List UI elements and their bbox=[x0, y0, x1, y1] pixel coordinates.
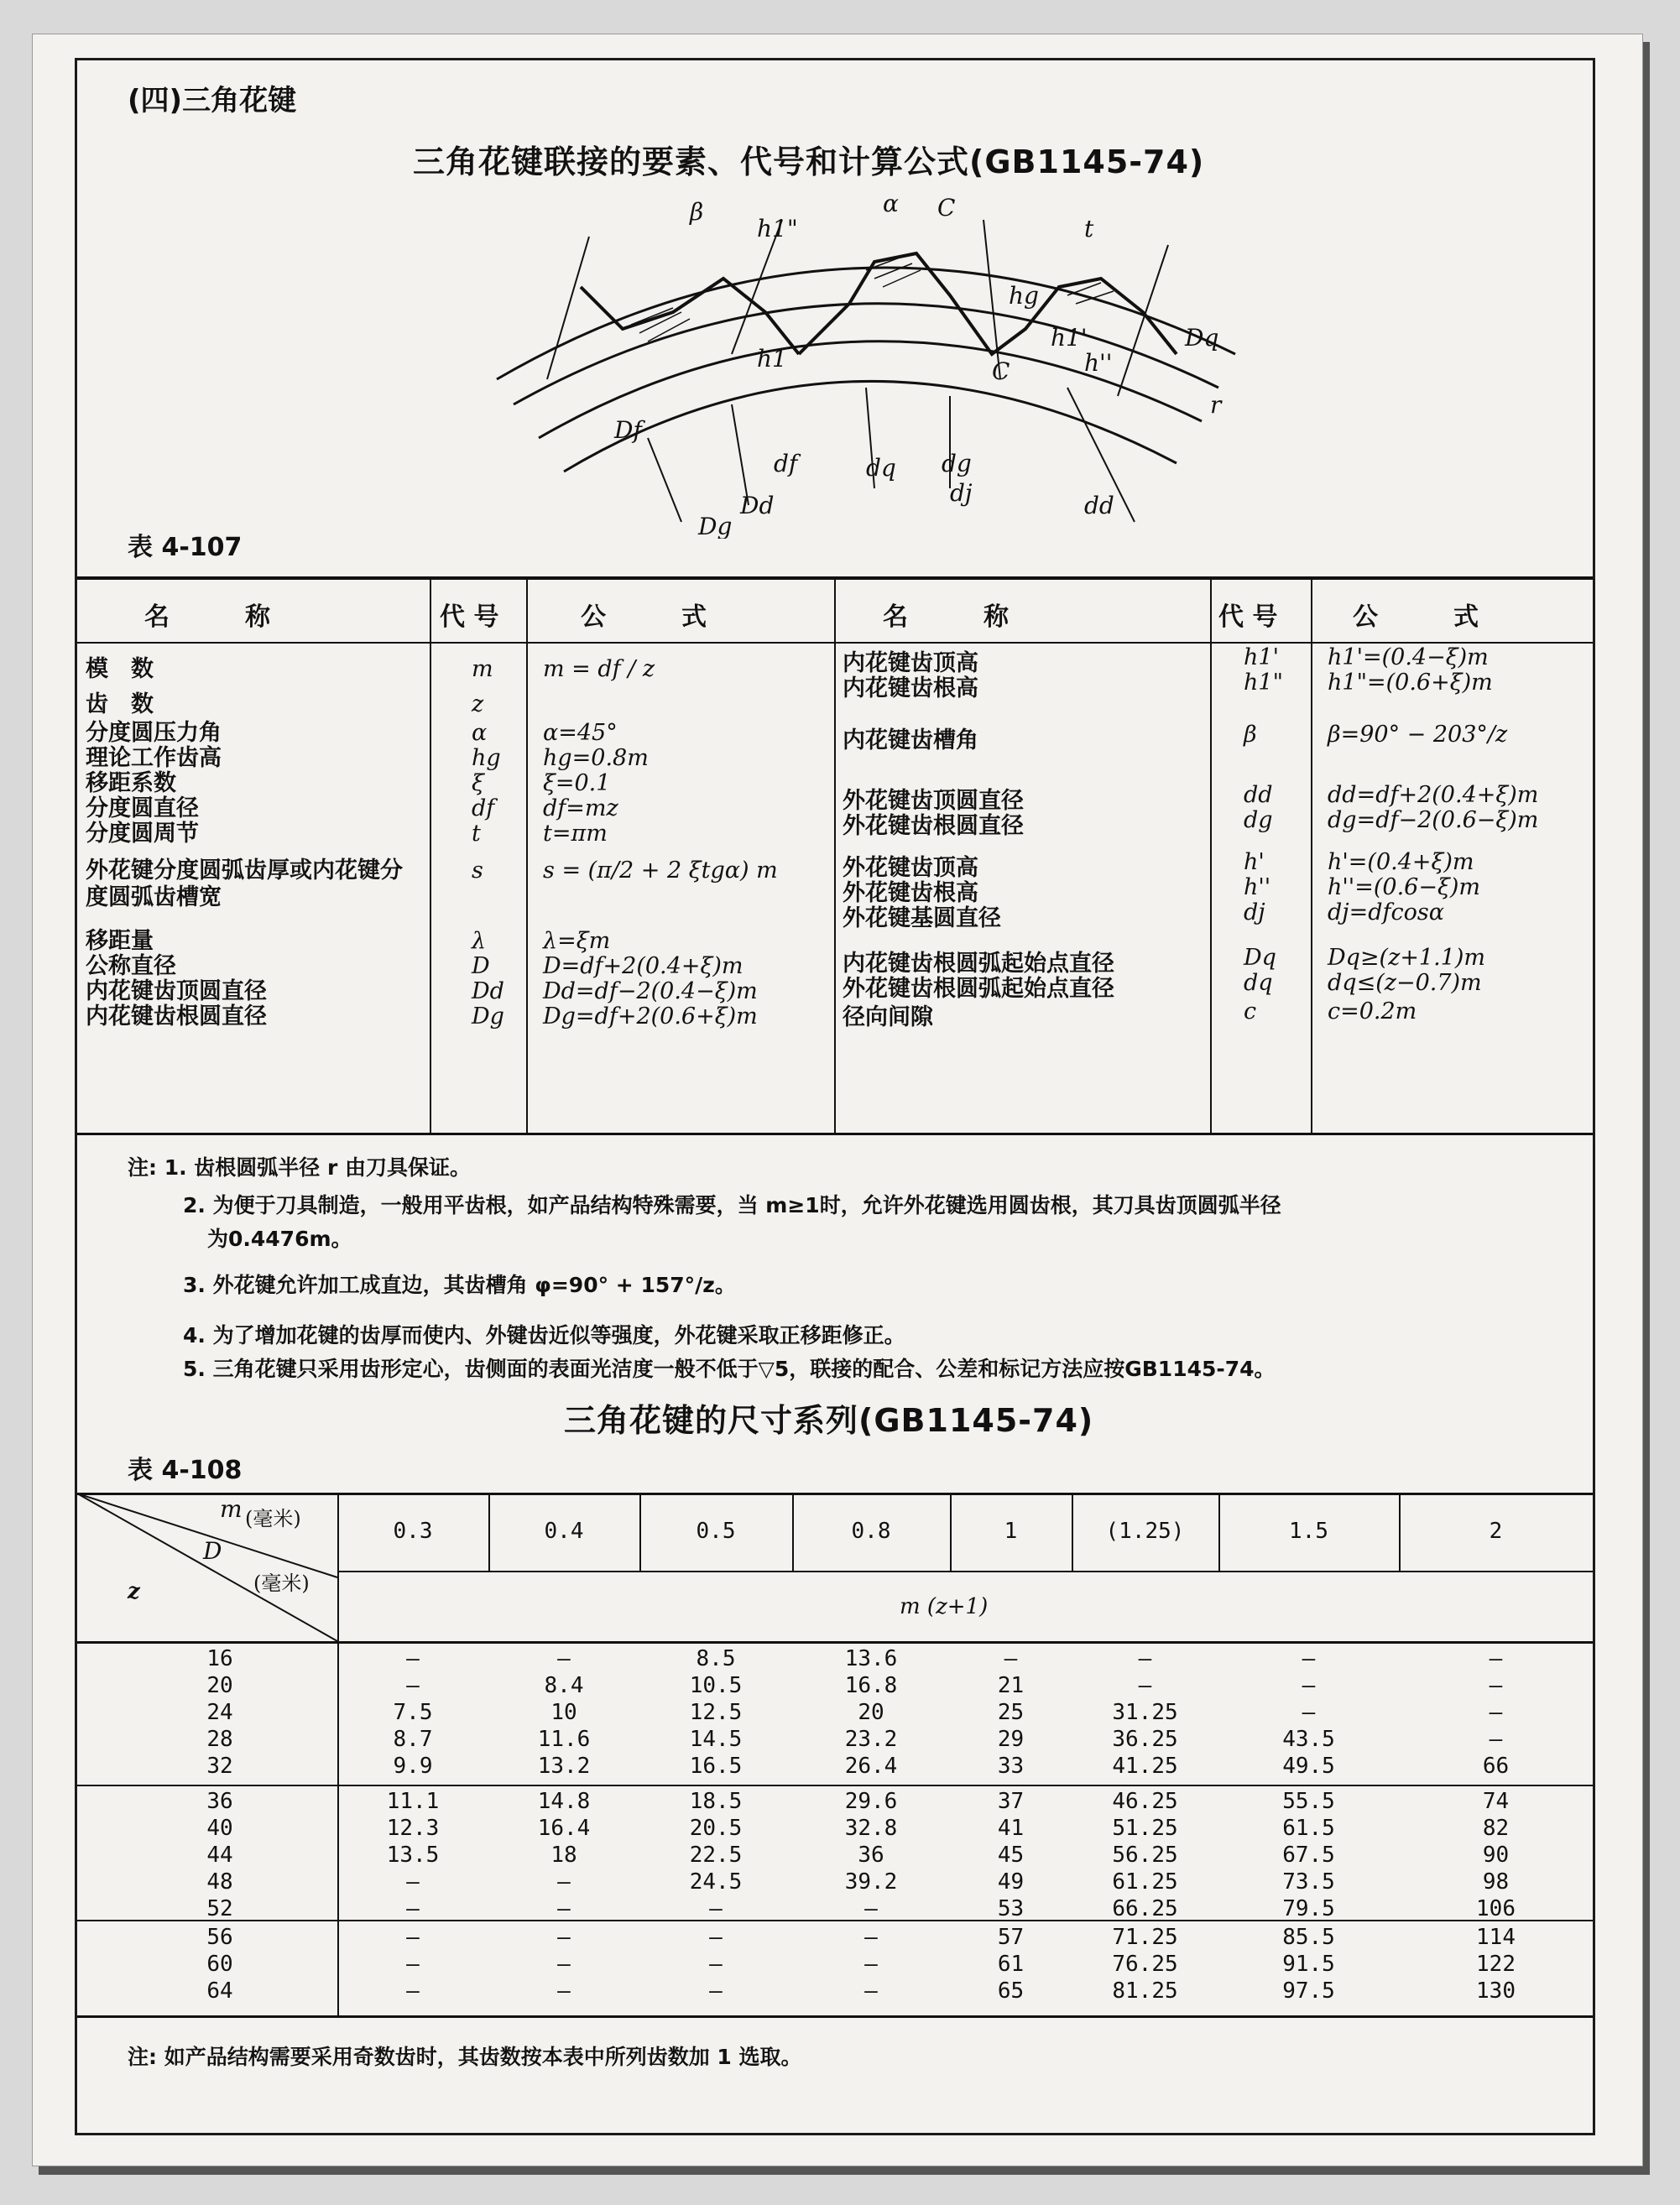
right-row-name: 外花键齿根高 bbox=[843, 880, 978, 906]
left-row-name: 模 数 bbox=[86, 656, 154, 682]
table-cell: — bbox=[1489, 1727, 1503, 1752]
table-cell: 21 bbox=[997, 1673, 1025, 1698]
right-row-name: 径向间隙 bbox=[843, 1004, 933, 1030]
left-row-name: 移距系数 bbox=[86, 770, 176, 796]
table-cell: 61.5 bbox=[1282, 1816, 1335, 1841]
table-cell: 49.5 bbox=[1282, 1754, 1335, 1779]
right-row-symbol: dq bbox=[1244, 970, 1273, 996]
corner-m-unit: (毫米) bbox=[245, 1507, 301, 1530]
table-cell: 43.5 bbox=[1282, 1727, 1335, 1752]
z-value: 20 bbox=[206, 1673, 233, 1698]
header-formula-right: 公 式 bbox=[1353, 602, 1479, 632]
table-cell: 97.5 bbox=[1282, 1978, 1335, 2004]
table-cell: 18.5 bbox=[689, 1789, 743, 1814]
table-cell: — bbox=[406, 1896, 420, 1921]
note-2b: 为0.4476m。 bbox=[207, 1227, 352, 1251]
note-1: 注: 1. 齿根圆弧半径 r 由刀具保证。 bbox=[128, 1155, 472, 1180]
svg-text:dj: dj bbox=[950, 479, 973, 507]
table-cell: 55.5 bbox=[1282, 1789, 1335, 1814]
table-cell: 73.5 bbox=[1282, 1869, 1335, 1895]
left-row-symbol: Dg bbox=[472, 1003, 504, 1030]
rule bbox=[77, 1785, 1593, 1786]
module-header: 1 bbox=[1004, 1519, 1018, 1544]
corner-D: D bbox=[203, 1537, 222, 1565]
svg-text:Dq: Dq bbox=[1185, 324, 1219, 352]
table-cell: — bbox=[709, 1925, 723, 1950]
left-row-symbol: z bbox=[472, 691, 484, 717]
table-cell: 56.25 bbox=[1112, 1843, 1178, 1868]
left-row-formula: D=df+2(0.4+ξ)m bbox=[543, 953, 743, 979]
right-row-symbol: h1' bbox=[1244, 644, 1279, 670]
col-rule bbox=[1311, 578, 1312, 1134]
table-cell: 61.25 bbox=[1112, 1869, 1178, 1895]
table-cell: 36.25 bbox=[1112, 1727, 1178, 1752]
right-row-name: 外花键基圆直径 bbox=[843, 905, 1001, 931]
col-rule bbox=[834, 578, 836, 1134]
table-cell: — bbox=[1004, 1646, 1018, 1671]
right-row-name: 外花键齿根圆弧起始点直径 bbox=[843, 976, 1114, 1002]
table-cell: 51.25 bbox=[1112, 1816, 1178, 1841]
table-cell: 25 bbox=[997, 1700, 1025, 1725]
z-value: 24 bbox=[206, 1700, 233, 1725]
table-cell: 49 bbox=[997, 1869, 1025, 1895]
right-row-name: 内花键齿根高 bbox=[843, 675, 978, 701]
z-value: 44 bbox=[206, 1843, 233, 1868]
table-cell: — bbox=[557, 1978, 571, 2004]
svg-text:Df: Df bbox=[614, 416, 642, 444]
table-cell: 61 bbox=[997, 1952, 1025, 1977]
header-name-left: 名 称 bbox=[144, 602, 270, 632]
header-formula-left: 公 式 bbox=[581, 602, 707, 632]
right-row-symbol: dj bbox=[1244, 899, 1265, 925]
note-4: 4. 为了增加花键的齿厚而使内、外键齿近似等强度，外花键采取正移距修正。 bbox=[183, 1323, 905, 1348]
left-row-symbol: hg bbox=[472, 745, 501, 771]
page-frame bbox=[32, 34, 1643, 2166]
z-value: 40 bbox=[206, 1816, 233, 1841]
right-row-name: 外花键齿顶高 bbox=[843, 855, 978, 881]
right-row-formula: h1"=(0.6+ξ)m bbox=[1328, 670, 1493, 696]
table-cell: 45 bbox=[997, 1843, 1025, 1868]
right-row-formula: h''=(0.6−ξ)m bbox=[1328, 874, 1480, 900]
header-sym-right: 代 号 bbox=[1218, 602, 1278, 632]
svg-text:hg: hg bbox=[1009, 282, 1039, 310]
table-cell: — bbox=[1302, 1700, 1316, 1725]
table-cell: 32.8 bbox=[844, 1816, 898, 1841]
col-rule bbox=[526, 578, 528, 1134]
table-cell: 20 bbox=[858, 1700, 884, 1725]
table-cell: 106 bbox=[1476, 1896, 1516, 1921]
table-cell: 23.2 bbox=[844, 1727, 898, 1752]
table-cell: — bbox=[864, 1952, 878, 1977]
table-cell: 76.25 bbox=[1112, 1952, 1178, 1977]
left-row-formula: df=mz bbox=[543, 795, 618, 821]
table-cell: — bbox=[557, 1952, 571, 1977]
left-row-formula: ξ=0.1 bbox=[543, 770, 611, 796]
table-cell: — bbox=[1302, 1646, 1316, 1671]
right-row-symbol: h' bbox=[1244, 849, 1265, 875]
left-row-name: 内花键齿顶圆直径 bbox=[86, 978, 267, 1004]
svg-text:dg: dg bbox=[942, 450, 972, 477]
table-cell: — bbox=[864, 1896, 878, 1921]
left-row-formula: hg=0.8m bbox=[543, 745, 649, 771]
table-cell: — bbox=[709, 1978, 723, 2004]
table-cell: 11.1 bbox=[386, 1789, 440, 1814]
z-value: 32 bbox=[206, 1754, 233, 1779]
col-rule bbox=[1210, 578, 1212, 1134]
svg-text:df: df bbox=[774, 450, 798, 477]
note-5: 5. 三角花键只采用齿形定心，齿侧面的表面光洁度一般不低于▽5，联接的配合、公差和标记方法应按GB1145-74。 bbox=[183, 1357, 1276, 1381]
left-row-name: 齿 数 bbox=[86, 691, 154, 717]
corner-z: z bbox=[128, 1579, 140, 1604]
spline-diagram bbox=[480, 186, 1269, 539]
z-value: 52 bbox=[206, 1896, 233, 1921]
right-row-formula: β=90° − 203°/z bbox=[1328, 722, 1508, 748]
svg-text:Dg: Dg bbox=[698, 513, 733, 539]
svg-text:β: β bbox=[690, 198, 704, 226]
table-cell: 31.25 bbox=[1112, 1700, 1178, 1725]
right-row-formula: dj=dfcosα bbox=[1328, 899, 1445, 925]
z-value: 60 bbox=[206, 1952, 233, 1977]
right-row-symbol: dd bbox=[1244, 782, 1273, 808]
table-cell: 20.5 bbox=[689, 1816, 743, 1841]
table-cell: 122 bbox=[1476, 1952, 1516, 1977]
table-cell: 14.5 bbox=[689, 1727, 743, 1752]
table108-title: 三角花键的尺寸系列(GB1145-74) bbox=[564, 1402, 1094, 1439]
table-cell: — bbox=[709, 1896, 723, 1921]
table-cell: 7.5 bbox=[393, 1700, 433, 1725]
left-row-symbol: Dd bbox=[472, 978, 504, 1004]
table-cell: 41 bbox=[997, 1816, 1025, 1841]
table-cell: 91.5 bbox=[1282, 1952, 1335, 1977]
table-cell: — bbox=[709, 1952, 723, 1977]
left-row-formula: Dd=df−2(0.4−ξ)m bbox=[543, 978, 758, 1004]
right-row-name: 外花键齿顶圆直径 bbox=[843, 788, 1024, 814]
table-cell: 13.5 bbox=[386, 1843, 440, 1868]
header-sym-left: 代 号 bbox=[440, 602, 499, 632]
table-cell: 16.8 bbox=[844, 1673, 898, 1698]
left-row-symbol: α bbox=[472, 720, 488, 746]
rule bbox=[77, 2015, 1593, 2018]
table-cell: 18 bbox=[550, 1843, 577, 1868]
table-cell: 130 bbox=[1476, 1978, 1516, 2004]
table-cell: — bbox=[406, 1673, 420, 1698]
module-header: 1.5 bbox=[1289, 1519, 1328, 1544]
left-row-name: 分度圆周节 bbox=[86, 821, 199, 847]
left-row-symbol: t bbox=[472, 821, 481, 847]
table-cell: — bbox=[1489, 1646, 1503, 1671]
svg-text:α: α bbox=[883, 190, 899, 217]
table-cell: — bbox=[406, 1869, 420, 1895]
header-name-right: 名 称 bbox=[883, 602, 1009, 632]
table-cell: — bbox=[1489, 1700, 1503, 1725]
table-cell: 98 bbox=[1482, 1869, 1510, 1895]
svg-text:Dd: Dd bbox=[740, 492, 775, 519]
table-cell: 13.2 bbox=[537, 1754, 591, 1779]
right-row-symbol: c bbox=[1244, 998, 1257, 1024]
right-row-formula: h'=(0.4+ξ)m bbox=[1328, 849, 1474, 875]
table108-label: 表 4-108 bbox=[128, 1456, 243, 1485]
right-row-formula: Dq≥(z+1.1)m bbox=[1328, 945, 1486, 971]
table-cell: 82 bbox=[1482, 1816, 1510, 1841]
right-row-symbol: h1" bbox=[1244, 670, 1283, 696]
left-row-name: 分度圆压力角 bbox=[86, 720, 222, 746]
table-cell: — bbox=[406, 1646, 420, 1671]
table108-note: 注: 如产品结构需要采用奇数齿时，其齿数按本表中所列齿数加 1 选取。 bbox=[128, 2045, 802, 2069]
corner-D-unit: (毫米) bbox=[253, 1572, 310, 1595]
table-cell: 8.7 bbox=[393, 1727, 433, 1752]
right-row-symbol: Dq bbox=[1244, 945, 1276, 971]
left-row-formula: s = (π/2 + 2 ξtgα) m bbox=[543, 858, 778, 884]
z-value: 64 bbox=[206, 1978, 233, 2004]
table-cell: 41.25 bbox=[1112, 1754, 1178, 1779]
table-cell: 10 bbox=[550, 1700, 577, 1725]
right-row-formula: dq≤(z−0.7)m bbox=[1328, 970, 1482, 996]
table-cell: 79.5 bbox=[1282, 1896, 1335, 1921]
table-cell: 29.6 bbox=[844, 1789, 898, 1814]
left-row-formula: α=45° bbox=[543, 720, 618, 746]
svg-text:h1: h1 bbox=[757, 345, 787, 373]
left-row-symbol: ξ bbox=[472, 770, 484, 796]
table-cell: 74 bbox=[1482, 1789, 1510, 1814]
right-row-formula: dg=df−2(0.6−ξ)m bbox=[1328, 807, 1539, 833]
module-header: 2 bbox=[1489, 1519, 1503, 1544]
table-cell: 39.2 bbox=[844, 1869, 898, 1895]
table-cell: — bbox=[1138, 1673, 1152, 1698]
left-row-formula: t=πm bbox=[543, 821, 608, 847]
rule bbox=[337, 1571, 1593, 1572]
right-row-formula: dd=df+2(0.4+ξ)m bbox=[1328, 782, 1539, 808]
table-cell: — bbox=[1302, 1673, 1316, 1698]
module-header: 0.5 bbox=[696, 1519, 736, 1544]
table-cell: 10.5 bbox=[689, 1673, 743, 1698]
module-header: 0.8 bbox=[851, 1519, 891, 1544]
table-cell: 11.6 bbox=[537, 1727, 591, 1752]
right-row-symbol: β bbox=[1244, 722, 1257, 748]
table-cell: 9.9 bbox=[393, 1754, 433, 1779]
table-cell: 13.6 bbox=[844, 1646, 898, 1671]
svg-text:C: C bbox=[937, 194, 956, 222]
table107-label: 表 4-107 bbox=[128, 533, 243, 562]
table-cell: 8.5 bbox=[696, 1646, 736, 1671]
right-row-name: 外花键齿根圆直径 bbox=[843, 813, 1024, 839]
table-cell: 57 bbox=[997, 1925, 1025, 1950]
svg-text:dq: dq bbox=[866, 454, 896, 482]
table-cell: 46.25 bbox=[1112, 1789, 1178, 1814]
table-cell: 85.5 bbox=[1282, 1925, 1335, 1950]
left-row-symbol: D bbox=[472, 953, 490, 979]
left-row-formula: λ=ξm bbox=[543, 928, 611, 954]
table-cell: 66.25 bbox=[1112, 1896, 1178, 1921]
table-cell: 37 bbox=[997, 1789, 1025, 1814]
section-title: (四)三角花键 bbox=[128, 84, 297, 117]
tooth-profile-1 bbox=[581, 279, 799, 354]
table-cell: 90 bbox=[1482, 1843, 1510, 1868]
right-row-symbol: h'' bbox=[1244, 874, 1271, 900]
table-cell: 12.3 bbox=[386, 1816, 440, 1841]
table-cell: — bbox=[406, 1952, 420, 1977]
left-row-symbol: m bbox=[472, 656, 493, 682]
table-cell: 8.4 bbox=[544, 1673, 584, 1698]
note-3: 3. 外花键允许加工成直边，其齿槽角 φ=90° + 157°/z。 bbox=[183, 1273, 736, 1297]
table-cell: 33 bbox=[997, 1754, 1025, 1779]
svg-text:t: t bbox=[1084, 215, 1094, 242]
module-header: (1.25) bbox=[1105, 1519, 1185, 1544]
main-title: 三角花键联接的要素、代号和计算公式(GB1145-74) bbox=[413, 143, 1205, 180]
table108-subheader: m (z+1) bbox=[900, 1594, 989, 1619]
table-cell: 16.4 bbox=[537, 1816, 591, 1841]
table-cell: — bbox=[557, 1896, 571, 1921]
outer-arc bbox=[497, 268, 1235, 379]
table-cell: 14.8 bbox=[537, 1789, 591, 1814]
table-cell: 24.5 bbox=[689, 1869, 743, 1895]
table-cell: 36 bbox=[858, 1843, 884, 1868]
svg-text:h'': h'' bbox=[1084, 349, 1113, 377]
z-value: 16 bbox=[206, 1646, 233, 1671]
module-header: 0.4 bbox=[544, 1519, 584, 1544]
module-header: 0.3 bbox=[393, 1519, 433, 1544]
table-cell: 67.5 bbox=[1282, 1843, 1335, 1868]
right-row-name: 内花键齿顶高 bbox=[843, 650, 978, 676]
col-rule bbox=[430, 578, 431, 1134]
left-row-name: 移距量 bbox=[86, 928, 154, 954]
left-row-name: 分度圆直径 bbox=[86, 795, 199, 821]
table-cell: 16.5 bbox=[689, 1754, 743, 1779]
table-cell: 71.25 bbox=[1112, 1925, 1178, 1950]
page-border bbox=[75, 58, 1595, 2135]
svg-text:dd: dd bbox=[1084, 492, 1114, 519]
z-value: 36 bbox=[206, 1789, 233, 1814]
svg-text:h1': h1' bbox=[1051, 324, 1088, 352]
table-cell: — bbox=[557, 1646, 571, 1671]
table-cell: 53 bbox=[997, 1896, 1025, 1921]
right-row-formula: h1'=(0.4−ξ)m bbox=[1328, 644, 1489, 670]
left-row-symbol: df bbox=[472, 795, 495, 821]
z-value: 28 bbox=[206, 1727, 233, 1752]
table-cell: — bbox=[1489, 1673, 1503, 1698]
left-row-name: 内花键齿根圆直径 bbox=[86, 1003, 267, 1030]
note-2: 2. 为便于刀具制造，一般用平齿根，如产品结构特殊需要，当 m≥1时，允许外花键选用圆齿根，其刀具齿顶圆弧半径 bbox=[183, 1193, 1281, 1217]
table-cell: — bbox=[864, 1978, 878, 2004]
left-row-symbol: s bbox=[472, 858, 483, 884]
left-row-name: 理论工作齿高 bbox=[86, 745, 222, 771]
table-cell: 22.5 bbox=[689, 1843, 743, 1868]
table-cell: 12.5 bbox=[689, 1700, 743, 1725]
corner-m: m bbox=[220, 1495, 243, 1523]
table-cell: 26.4 bbox=[844, 1754, 898, 1779]
z-value: 56 bbox=[206, 1925, 233, 1950]
left-row-name: 外花键分度圆弧齿厚或内花键分度圆弧齿槽宽 bbox=[86, 858, 403, 910]
left-row-formula: Dg=df+2(0.6+ξ)m bbox=[543, 1003, 758, 1030]
z-value: 48 bbox=[206, 1869, 233, 1895]
table-cell: 81.25 bbox=[1112, 1978, 1178, 2004]
table-cell: — bbox=[557, 1869, 571, 1895]
table-cell: — bbox=[406, 1925, 420, 1950]
svg-text:C: C bbox=[992, 357, 1010, 385]
svg-text:h1": h1" bbox=[757, 215, 798, 242]
table-cell: — bbox=[406, 1978, 420, 2004]
table-cell: — bbox=[864, 1925, 878, 1950]
right-row-name: 内花键齿槽角 bbox=[843, 727, 978, 753]
svg-text:r: r bbox=[1210, 391, 1222, 419]
table-cell: — bbox=[557, 1925, 571, 1950]
right-row-symbol: dg bbox=[1244, 807, 1273, 833]
left-row-name: 公称直径 bbox=[86, 953, 176, 979]
left-row-formula: m = df / z bbox=[543, 656, 655, 682]
table-cell: 65 bbox=[997, 1978, 1025, 2004]
table-cell: 29 bbox=[997, 1727, 1025, 1752]
table-cell: — bbox=[1138, 1646, 1152, 1671]
table-cell: 114 bbox=[1476, 1925, 1516, 1950]
right-row-formula: c=0.2m bbox=[1328, 998, 1417, 1024]
left-row-symbol: λ bbox=[472, 928, 487, 954]
right-row-name: 内花键齿根圆弧起始点直径 bbox=[843, 951, 1114, 977]
table-cell: 66 bbox=[1482, 1754, 1510, 1779]
